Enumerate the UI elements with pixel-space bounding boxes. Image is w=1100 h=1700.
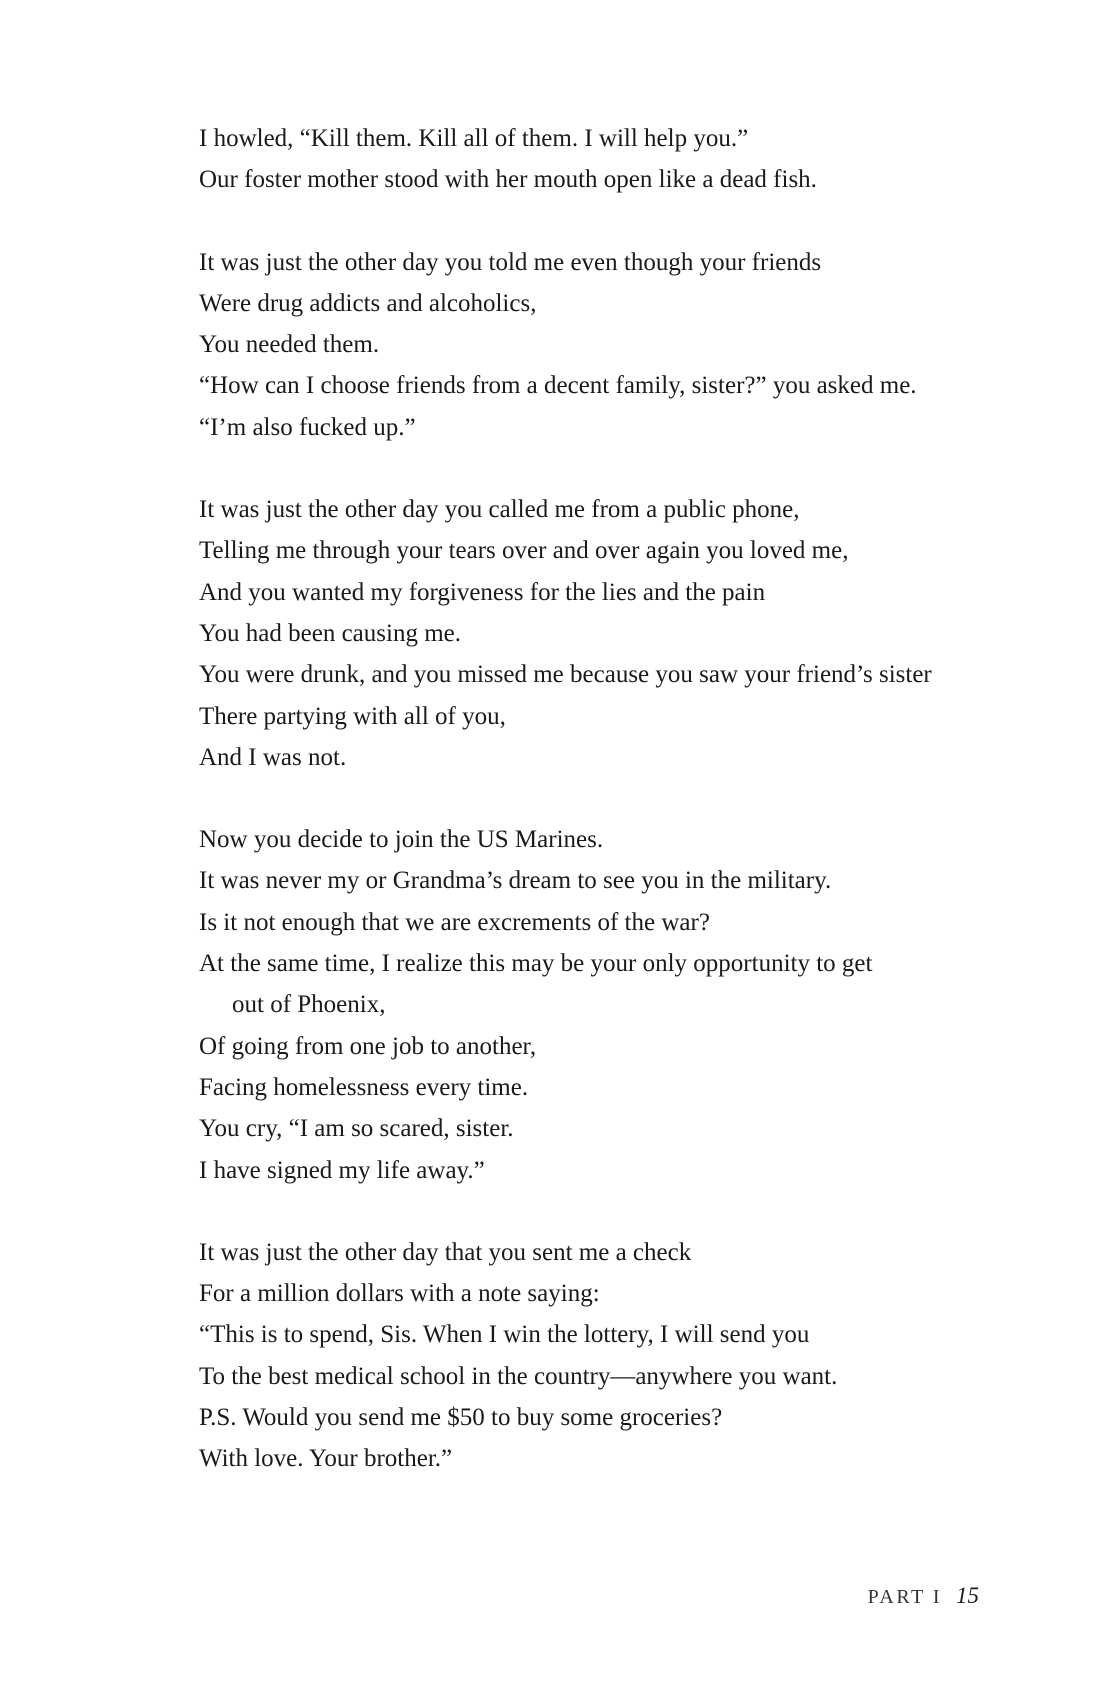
stanza	[199, 1232, 999, 1480]
poem-line: It was just the other day you called me from a public phone,	[199, 496, 800, 524]
poem-line: And you wanted my forgiveness for the lies and the pain	[199, 578, 766, 606]
poem-line: With love. Your brother.”	[199, 1445, 453, 1473]
poem-line: It was just the other day that you sent me a check	[199, 1238, 692, 1266]
poem-line: Is it not enough that we are excrements of the war?	[199, 908, 710, 936]
poem-line: To the best medical school in the country—anywhere you want.	[199, 1362, 838, 1390]
poem-line: You cry, “I am so scared, sister.	[199, 1115, 514, 1143]
poem-line: Were drug addicts and alcoholics,	[199, 289, 537, 317]
poem-line: Our foster mother stood with her mouth open like a dead fish.	[199, 166, 817, 194]
section-label: PART I	[867, 1586, 942, 1608]
poem-line: And I was not.	[199, 743, 347, 771]
poem-body	[199, 118, 999, 1521]
poem-line: Facing homelessness every time.	[199, 1073, 529, 1101]
poem-line: It was just the other day you told me even though your friends	[199, 248, 822, 276]
stanza	[199, 489, 999, 778]
page-number: 15	[956, 1583, 979, 1608]
poem-line: At the same time, I realize this may be your only opportunity to get	[199, 950, 873, 978]
poem-line: “This is to spend, Sis. When I win the lottery, I will send you	[199, 1321, 810, 1349]
poem-line: “How can I choose friends from a decent family, sister?” you asked me.	[199, 372, 917, 400]
poem-line: out of Phoenix,	[232, 991, 386, 1019]
poem-line: It was never my or Grandma’s dream to see you in the military.	[199, 867, 832, 895]
poem-line: For a million dollars with a note saying:	[199, 1280, 600, 1308]
poem-line: You were drunk, and you missed me because you saw your friend’s sister	[199, 661, 932, 689]
page-footer	[868, 1583, 979, 1609]
poem-line: You had been causing me.	[199, 619, 461, 647]
poem-line: There partying with all of you,	[199, 702, 506, 730]
poem-line: I have signed my life away.”	[199, 1156, 485, 1184]
stanza	[199, 819, 999, 1191]
poem-line: “I’m also fucked up.”	[199, 413, 416, 441]
poem-line: Now you decide to join the US Marines.	[199, 826, 604, 854]
stanza	[199, 242, 999, 448]
poem-line: Telling me through your tears over and over again you loved me,	[199, 537, 849, 565]
stanza	[199, 118, 999, 201]
poem-line: You needed them.	[199, 331, 380, 359]
poem-line: P.S. Would you send me $50 to buy some groceries?	[199, 1404, 723, 1432]
poem-line: Of going from one job to another,	[199, 1032, 537, 1060]
poem-line: I howled, “Kill them. Kill all of them. I will help you.”	[199, 125, 749, 152]
